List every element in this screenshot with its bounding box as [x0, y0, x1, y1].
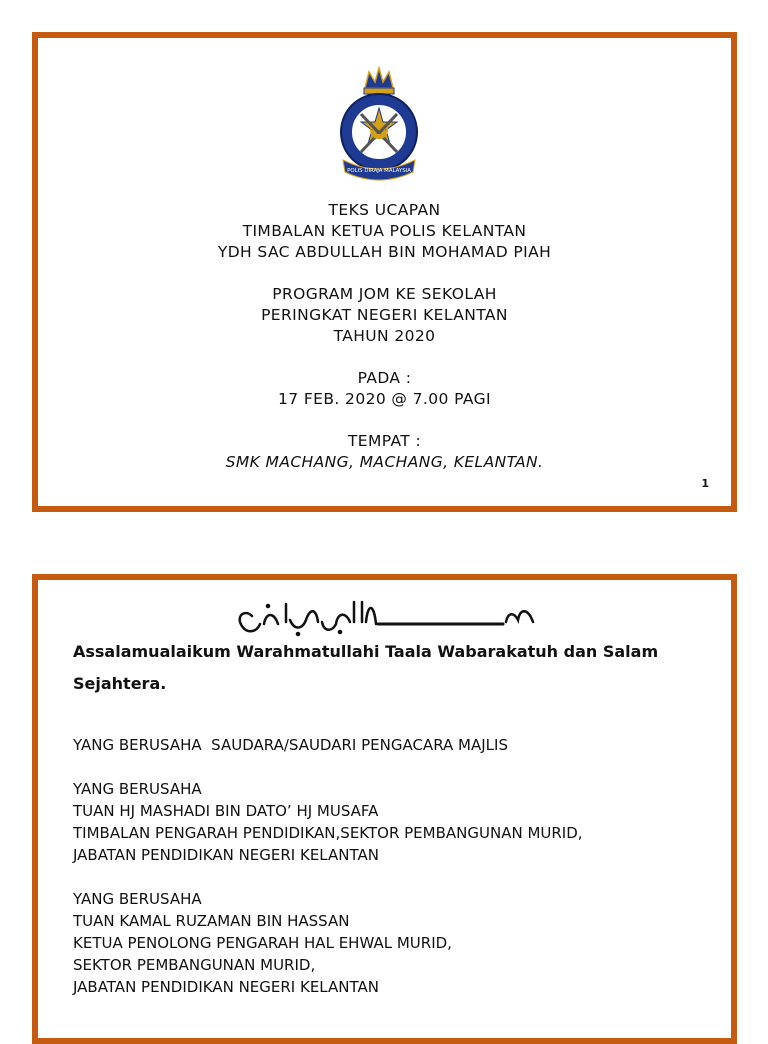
addressee-line: JABATAN PENDIDIKAN NEGERI KELANTAN — [73, 978, 379, 996]
program-line: TAHUN 2020 — [333, 327, 436, 345]
addressee-line: KETUA PENOLONG PENGARAH HAL EHWAL MURID, — [73, 934, 452, 952]
venue-value: SMK MACHANG, MACHANG, KELANTAN. — [225, 453, 544, 471]
page-number: 1 — [701, 477, 709, 490]
addressee-line: TUAN HJ MASHADI BIN DATO’ HJ MUSAFA — [73, 802, 379, 820]
heading-line: YDH SAC ABDULLAH BIN MOHAMAD PIAH — [217, 243, 552, 261]
heading-line: TEKS UCAPAN — [328, 201, 441, 219]
greeting-text: Assalamualaikum Warahmatullahi Taala Wabarakatuh dan Salam Sejahtera. — [73, 642, 659, 693]
addressee-line: YANG BERUSAHA — [73, 780, 202, 798]
date-value: 17 FEB. 2020 @ 7.00 PAGI — [278, 390, 491, 408]
date-label: PADA : — [357, 369, 412, 387]
addressee-line: JABATAN PENDIDIKAN NEGERI KELANTAN — [73, 846, 379, 864]
venue-label: TEMPAT : — [347, 432, 422, 450]
title-text-block — [38, 200, 731, 473]
addressee-line: YANG BERUSAHA SAUDARA/SAUDARI PENGACARA MAJLIS — [73, 736, 508, 754]
title-slide — [32, 32, 737, 512]
basmalah-calligraphy-icon — [228, 594, 548, 640]
addressee-line: SEKTOR PEMBANGUNAN MURID, — [73, 956, 316, 974]
program-line: PROGRAM JOM KE SEKOLAH — [272, 285, 497, 303]
addressee-line: TUAN KAMAL RUZAMAN BIN HASSAN — [73, 912, 350, 930]
addressee-line: YANG BERUSAHA — [73, 890, 202, 908]
program-line: PERINGKAT NEGERI KELANTAN — [261, 306, 508, 324]
addressee-list — [73, 734, 713, 998]
police-crest-icon — [333, 66, 425, 184]
addressee-line: TIMBALAN PENGARAH PENDIDIKAN,SEKTOR PEMBANGUNAN MURID, — [73, 824, 583, 842]
speech-slide — [32, 574, 737, 1044]
heading-line: TIMBALAN KETUA POLIS KELANTAN — [242, 222, 527, 240]
svg-text:POLIS DIRAJA MALAYSIA: POLIS DIRAJA MALAYSIA — [347, 168, 411, 174]
